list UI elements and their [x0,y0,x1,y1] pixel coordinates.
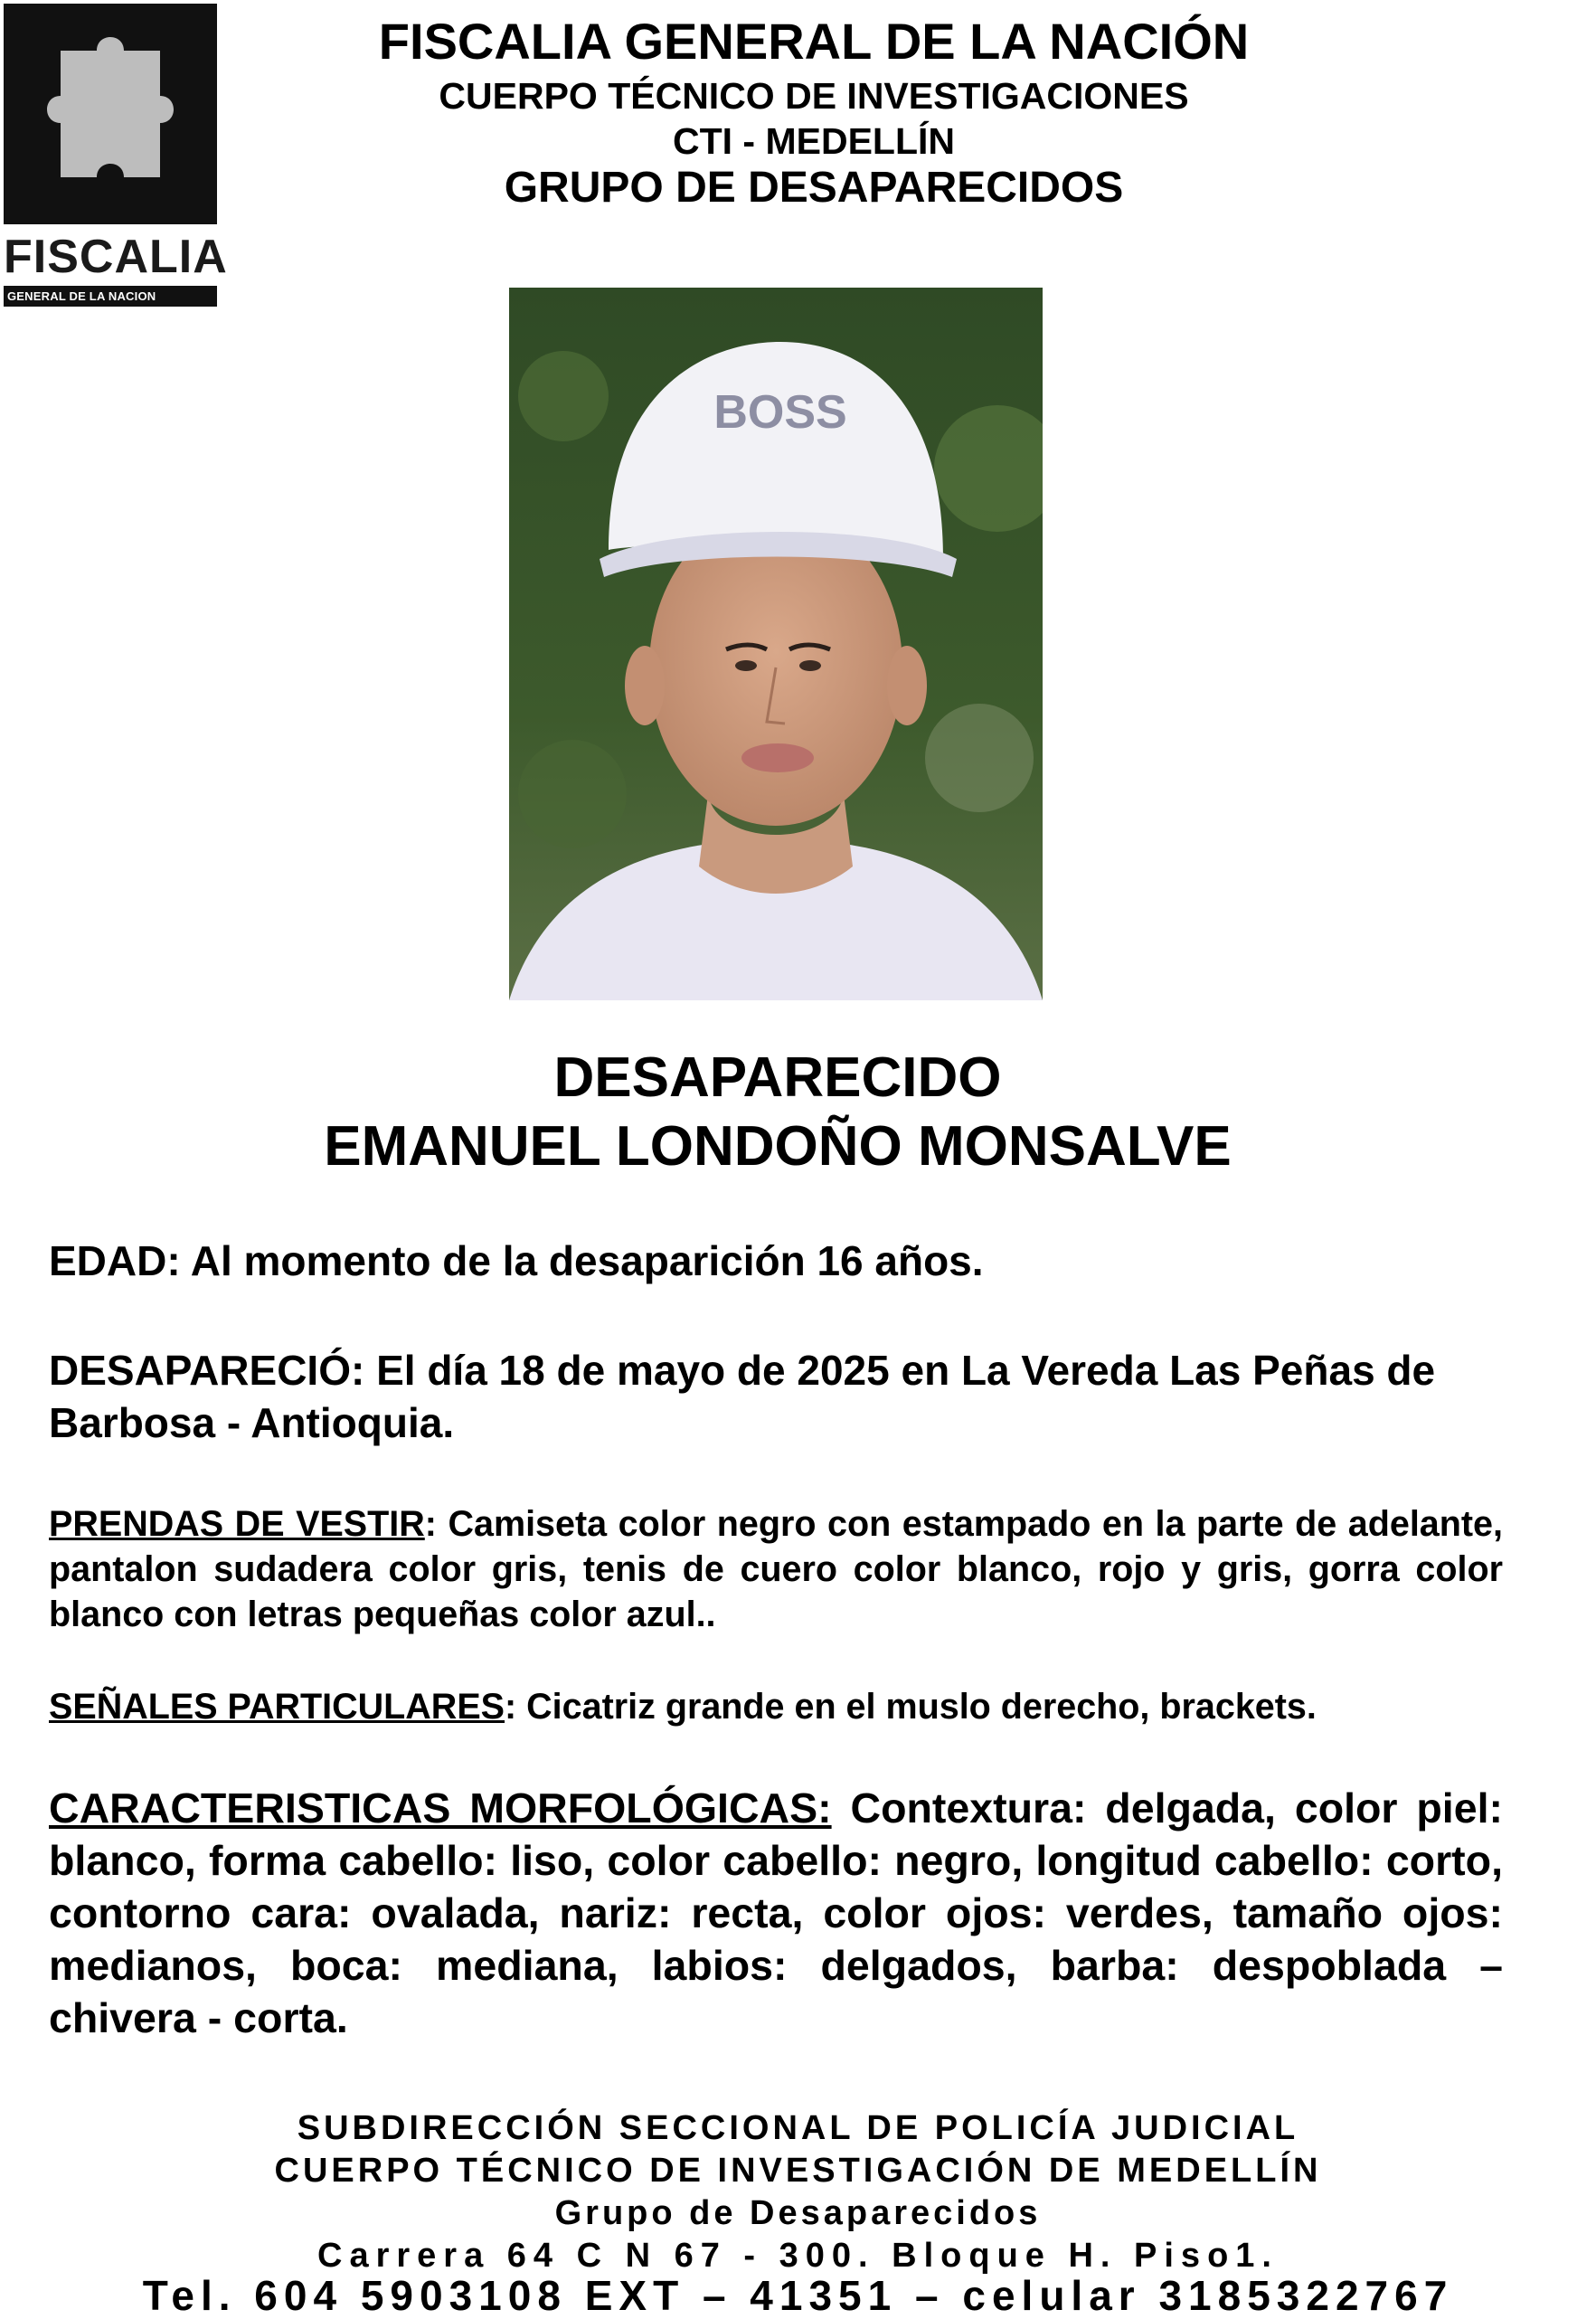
header-department: CUERPO TÉCNICO DE INVESTIGACIONES [439,75,1189,117]
header-institution: FISCALIA GENERAL DE LA NACIÓN [378,13,1250,70]
header-group: GRUPO DE DESAPARECIDOS [504,164,1124,212]
footer-cti: CUERPO TÉCNICO DE INVESTIGACIÓN DE MEDELLÍN [274,2152,1322,2190]
morphological-info [49,1782,1503,2044]
morphological-text: Contextura: delgada, color piel: blanco, forma cabello: liso, color cabello: negro, longitud cabello: corto, contorno cara: ovalada, nariz: recta, color ojos: verdes, tamaño ojos: medianos, boca: mediana, labios: delgados, barba: despoblada – chivera - corta. [49,1784,1503,2041]
age-info: EDAD: Al momento de la desaparición 16 años. [49,1237,984,1284]
clothing-info [49,1501,1503,1637]
disappearance-info: DESAPARECIÓ: El día 18 de mayo de 2025 en La Vereda Las Peñas de Barbosa - Antioquia. [49,1347,1436,1446]
distinguishing-marks-text: : Cicatriz grande en el muslo derecho, brackets. [505,1687,1317,1727]
footer-group: Grupo de Desaparecidos [554,2194,1042,2232]
header-city: CTI - MEDELLÍN [672,120,956,162]
footer-address: Carrera 64 C N 67 - 300. Bloque H. Piso1. [317,2237,1279,2275]
distinguishing-marks-label: SEÑALES PARTICULARES [49,1687,505,1727]
distinguishing-marks-info [49,1684,1503,1729]
puzzle-piece-icon [4,4,217,224]
footer-subdirection: SUBDIRECCIÓN SECCIONAL DE POLICÍA JUDICIAL [297,2109,1299,2147]
clothing-label: PRENDAS DE VESTIR [49,1504,425,1544]
logo-subtitle: GENERAL DE LA NACION [4,286,217,307]
footer-phone: Tel. 604 5903108 EXT – 41351 – celular 3185322767 [142,2272,1454,2319]
status-title: DESAPARECIDO [553,1046,1002,1109]
logo-name: FISCALIA [4,231,228,283]
person-name: EMANUEL LONDOÑO MONSALVE [324,1115,1232,1178]
cap-logo-text: BOSS [713,386,847,439]
morphological-label: CARACTERISTICAS MORFOLÓGICAS: [49,1784,832,1832]
fiscalia-logo [4,4,228,309]
missing-person-photo [509,288,1043,1000]
clothing-text: : Camiseta color negro con estampado en la parte de adelante, pantalon sudadera color gris, tenis de cuero color blanco, rojo y gris, gorra color blanco con letras pequeñas color azul.. [49,1504,1503,1634]
